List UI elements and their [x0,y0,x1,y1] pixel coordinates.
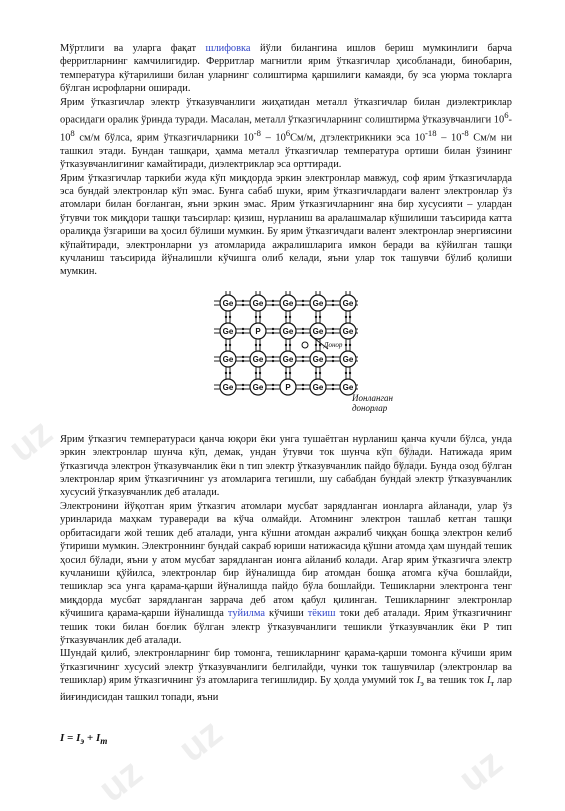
germanium-atom [280,323,296,339]
link-tekish[interactable]: тёкиш [307,608,336,620]
svg-text:Ge: Ge [282,326,294,336]
germanium-atom [340,323,356,339]
svg-text:Ge: Ge [222,382,234,392]
germanium-atom [250,351,266,367]
svg-text:Ge: Ge [222,354,234,364]
donor-label: Донор [324,340,343,349]
germanium-atom [220,379,236,395]
germanium-atom [310,295,326,311]
svg-text:P: P [255,326,261,336]
germanium-atom [310,379,326,395]
free-electron [302,342,308,348]
figure-caption: Ионланган донорлар [352,392,393,413]
svg-text:Ge: Ge [342,354,354,364]
germanium-atom [280,351,296,367]
svg-text:P: P [285,382,291,392]
lattice-diagram [210,289,360,397]
svg-text:Ge: Ge [222,298,234,308]
germanium-atom [220,323,236,339]
paragraph-3: Ярим ўтказгичлар таркиби жуда кўп миқдорда эркин электронлар мавжуд, соф ярим ўтказгичларда эса бундай электронлар кўп эмас. Бунга сабаб шуки, ярим ўтказгичлардаги валент электронлар ўз атомлари билан боғланган, яъни эркин эмас. Ярим ўтказгичларнинг яна бир хусусияти – улардан ўтувчи ток миқдори ташқи таъсирлар: қизиш, нурланиш ва аралашмалар кўшилиши таъсирида катта оралиқда ўзгариши ва ҳосил бўлиши мумкин. Бу ярим ўтказгичдаги валент электронлар энергиясини кўпайтиради, электронларни уз атомларида ажралишларига имкон беради ва кўйилган ташқи кучланиш таъсирида йўналишли кўчишга олиб келади, яъни улар ток ташувчи бўлиб қолиши мумкин. [60,172,512,278]
svg-text:Ge: Ge [252,354,264,364]
paragraph-1: Мўртлиги ва уларга фақат шлифовка йўли билангина ишлов бериш мумкинлиги барча ферритларнинг камчилигидир. Ферритлар магнитли ярим ўтказгичлар ҳисобланади, бинобарин, температура кўтарилиши билан уларнинг солиштирма қаршилиги камаяди, бу эса уюрма токларга бўлган исрофларни оширади. [60,43,512,95]
link-shlifovka[interactable]: шлифовка [205,43,251,54]
germanium-atom [280,295,296,311]
svg-text:Ge: Ge [252,382,264,392]
watermark: uz [1,411,61,471]
paragraph-4: Ярим ўтказгич температураси қанча юқори ёки унга тушаётган нурланиш қанча кучли бўлса, унда эркин электронлар шунча кўп, демак, ундан ўтувчи ток шунча кўп бўлади. Натижада ярим ўтказгичда электрон ўтказувчанлик ёки n тип электр ўтказувчанлик пайдо бўлади. Бунда озод бўлган электронлар ярим ўтказгичнинг уз атомларига тегишли, шу сабабдан бундай электр ўтказувчанлик хусусий ўтказувчанлик деб аталади. [60,433,512,499]
watermark: uz [451,741,511,801]
link-tuyilma[interactable]: туйилма [227,608,265,620]
svg-text:Ge: Ge [282,298,294,308]
svg-text:Ge: Ge [342,298,354,308]
paragraph-6: Шундай қилиб, электронларнинг бир томонга, тешикларнинг қарама-қарши томонга кўчиши ярим ўтказгичнинг хусусий электр ўтказувчанлиги белгилайди, чунки ток ташувчилар (электронлар ва тешиклар) ярим ўтказгичнинг ўз атомларига тегишлидир. Бу ҳолда умумий ток $I_э$ ва тешик ток $I_т$ лар йиғиндисидан ташкил топади, яъни [60,648,513,703]
germanium-atom [220,351,236,367]
svg-text:Ge: Ge [312,298,324,308]
svg-text:Ge: Ge [312,354,324,364]
watermark: uz [91,751,151,811]
svg-text:Ge: Ge [312,382,324,392]
germanium-atom [250,379,266,395]
current-formula: $I = I_э + I_т$ [60,732,108,747]
germanium-atom [250,295,266,311]
donor-atom [250,323,266,339]
svg-text:Ge: Ge [222,326,234,336]
watermark: uz [371,431,431,491]
donor-atom [280,379,296,395]
germanium-atom [220,295,236,311]
document-page [60,42,512,746]
svg-text:Ge: Ge [252,298,264,308]
germanium-atom [340,351,356,367]
svg-text:Ge: Ge [342,382,354,392]
paragraph-5: Электронини йўқотган ярим ўтказгич атомлари мусбат зарядланган ионларга айланади, улар ўз уринларида маҳкам тураверади ва кўча олмайди. Атомнинг электрон ташлаб кетган ташқи орбитасидаги жой тешик деб аталади, унга кўшни атомдан ажралиб чиққан бошқа электрон келиб ўтириши мумкин. Электроннинг бундай сакраб юриши натижасида қўшни атомда ҳам шундай тешик ҳосил бўлади, яъни у атом мусбат зарядланган ионга айланиб колади. Агар ярим ўтказгичга электр кучланиши қўйилса, электронлар бир йўналишда бир атомдан бошқа атомга кўча бошлайди, тешиклар эса унга қарама-қарши йўналишда пайдо бўла бошлайди. Тешикларни электронга тенг миқдорда мусбат зарядланган заррача деб атом қабул қилинган. Тешикларнинг электронлар кўчишига қарама-қарши йўналишда туйилма кўчиши тёкиш токи деб аталади. Ярим ўтказгичнинг тешик токи билан боғлик бўлган электр ўтказувчанлиги тешикли ўтказувчанлик ёки Р тип ўтказувчанлик деб аталади. [60,500,513,646]
svg-text:Ge: Ge [282,354,294,364]
watermark: uz [171,711,231,771]
svg-text:Ge: Ge [342,326,354,336]
crystal-lattice-figure [60,289,512,421]
paragraph-2: Ярим ўтказгичлар электр ўтказувчанлиги жиҳатидан металл ўтказгичлар билан диэлектриклар орасидаги оралик ўринда туради. Масалан, металл ўтказгичларнинг солиштирма ўтказувчанлиги $10^6-10^8$ см/м бўлса, ярим ўтказгичларники $10^{-8} - 10^6См/м$, дтэлектрикники эса $10^{-18} - 10^{-8}$ См/м ни ташкил этади. Бундан ташқари, ҳамма металл ўтказгичлар температура ортиши билан ўзининг ўтказувчанлигиниг камайтиради, диэлектриклар эса орттиради. [60,96,512,171]
germanium-atom [310,351,326,367]
svg-text:Ge: Ge [312,326,324,336]
germanium-atom [340,295,356,311]
